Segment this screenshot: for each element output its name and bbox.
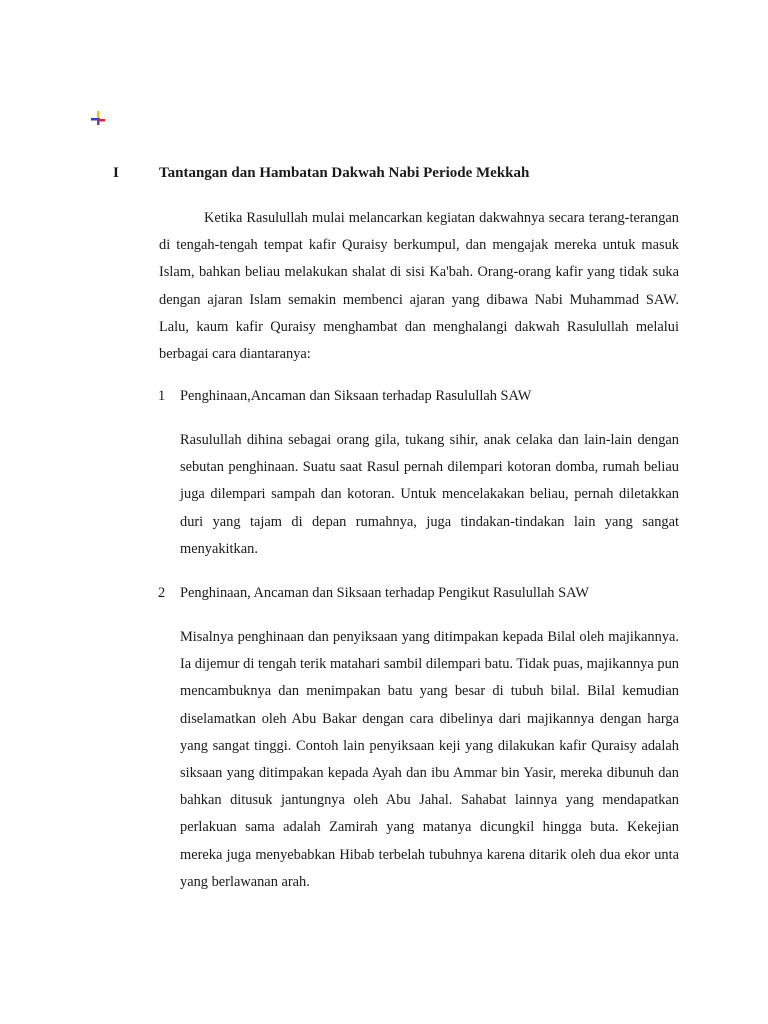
subsection-body-2: Misalnya penghinaan dan penyiksaan yang ditimpakan kepada Bilal oleh majikannya. Ia dijemur di tengah terik matahari sambil dilempari batu. Tidak puas, majikannya pun mencambuknya dan menimpakan batu yang besar di tubuh bilal. Bilal kemudian diselamatkan oleh Abu Bakar dengan cara dibelinya dari majikannya dengan harga yang sangat tinggi. Contoh lain penyiksaan keji yang dilakukan kafir Quraisy adalah siksaan yang ditimpakan kepada Ayah dan ibu Ammar bin Yasir, mereka dibunuh dan bahkan ditusuk jantungnya oleh Abu Jahal. Sahabat lainnya yang mendapatkan perlakuan sama adalah Zamirah yang matanya dicungkil hingga buta. Kekejian mereka juga menyebabkan Hibab terbelah tubuhnya karena ditarik oleh dua ekor unta yang berlawanan arah. xyxy=(180,629,679,890)
subsection-number: 1 xyxy=(158,388,166,404)
subsection-number: 2 xyxy=(158,585,166,601)
intro-paragraph: Ketika Rasulullah mulai melancarkan kegiatan dakwahnya secara terang-terangan di tengah-tengah tempat kafir Quraisy berkumpul, dan mengajak mereka untuk masuk Islam, bahkan beliau melakukan shalat di sisi Ka'bah. Orang-orang kafir yang tidak suka dengan ajaran Islam semakin membenci ajaran yang dibawa Nabi Muhammad SAW. Lalu, kaum kafir Quraisy menghambat dan menghalangi dakwah Rasulullah melalui berbagai cara diantaranya: xyxy=(159,210,679,363)
subsection-title: Penghinaan,Ancaman dan Siksaan terhadap Rasulullah SAW xyxy=(180,388,532,404)
heading-title: Tantangan dan Hambatan Dakwah Nabi Periode Mekkah xyxy=(159,165,530,181)
subsection-title: Penghinaan, Ancaman dan Siksaan terhadap Pengikut Rasulullah SAW xyxy=(180,585,589,601)
subsection-body-1: Rasulullah dihina sebagai orang gila, tukang sihir, anak celaka dan lain-lain dengan sebutan penghinaan. Suatu saat Rasul pernah dilempari kotoran domba, rumah beliau juga dilempari sampah dan kotoran. Untuk mencelakakan beliau, pernah diletakkan duri yang tajam di depan rumahnya, juga tindakan-tindakan lain yang sangat menyakitkan. xyxy=(180,432,679,557)
colorful-bullet-icon xyxy=(90,110,106,126)
heading-number: I xyxy=(113,165,119,181)
